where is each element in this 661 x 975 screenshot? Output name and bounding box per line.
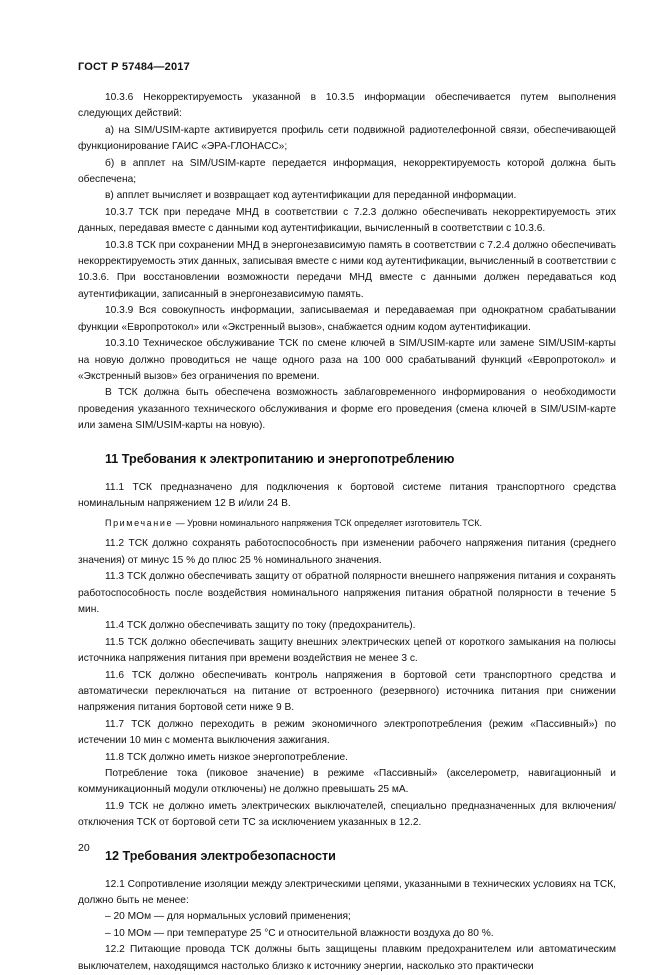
paragraph: В ТСК должна быть обеспечена возможность заблаговременного информирования о необходимости проведения указанного технического обслуживания и форме его проведения (смена ключей в SIM/USIM-карте или замена SIM/USIM-карты на новую). [78,387,616,432]
paragraph: 12.1 Сопротивление изоляции между электрическими цепями, указанными в технических условиях на ТСК, должно быть не менее: [78,878,616,907]
paragraph: 11.1 ТСК предназначено для подключения к бортовой системе питания транспортного средства номинальным напряжением 12 В и/или 24 В. [78,481,616,509]
document-body [78,90,616,975]
paragraph: 10.3.6 Некорректируемость указанной в 10.3.5 информации обеспечивается путем выполнения следующих действий: [78,92,616,120]
list-item: – 20 МОм — для нормальных условий применения; [105,911,351,923]
note-label: Примечание [105,518,174,529]
paragraph: 10.3.10 Техническое обслуживание ТСК по смене ключей в SIM/USIM-карте или замене SIM/USIM-карты на новую должно проводиться не чаще одного раза на 100 000 срабатываний функций «Европротокол» и «Экстренный вызов» без ограничения по времени. [78,338,616,382]
paragraph: 11.8 ТСК должно иметь низкое энергопотребление. [105,751,349,763]
paragraph: Потребление тока (пиковое значение) в режиме «Пассивный» (акселерометр, навигационный и коммуникационный модули отключены) не должно превышать 25 мА. [78,768,616,796]
paragraph: 11.4 ТСК должно обеспечивать защиту по току (предохранитель). [105,620,416,632]
note [78,515,616,531]
paragraph: 11.7 ТСК должно переходить в режим экономичного электропотребления (режим «Пассивный») по истечении 10 мин с момента выключения зажигания. [78,718,616,747]
paragraph: 11.3 ТСК должно обеспечивать защиту от обратной полярности внешнего напряжения питания и сохранять работоспособность после воздействия номинального напряжения питания обратной полярности в течение 5 мин. [78,571,616,615]
note-text: — Уровни номинального напряжения ТСК определяет изготовитель ТСК. [173,518,483,529]
list-item: – 10 МОм — при температуре 25 °С и относительной влажности воздуха до 80 %. [105,927,494,939]
paragraph: 11.9 ТСК не должно иметь электрических выключателей, специально предназначенных для включения/отключения ТСК от бортовой сети ТС за исключением указанных в 12.2. [78,800,616,829]
paragraph: 11.5 ТСК должно обеспечивать защиту внешних электрических цепей от короткого замыкания на полюсы источника напряжения питания при времени воздействия не менее 3 с. [78,636,616,665]
document-header: ГОСТ Р 57484—2017 [78,61,190,73]
paragraph: б) в апплет на SIM/USIM-карте передается информация, некорректируемость которой должна быть обеспечена; [78,157,616,186]
paragraph: 10.3.8 ТСК при сохранении МНД в энергонезависимую память в соответствии с 7.2.4 должно обеспечивать некорректируемость этих данных, записывая вместе с ними код аутентификации, вычисленный в соответствии с 10.3.6. При восстановлении возможности передачи МНД вместе с данными должен передаваться код аутентификации, записанный в энергонезависимую память. [78,239,616,300]
paragraph: 11.6 ТСК должно обеспечивать контроль напряжения в бортовой сети транспортного средства и автоматически переключаться на питание от встроенного (резервного) источника питания при снижении напряжения питания бортовой сети ниже 9 В. [78,669,616,714]
paragraph: 11.2 ТСК должно сохранять работоспособность при изменении рабочего напряжения питания (среднего значения) от минус 15 % до плюс 25 % номинального значения. [78,538,616,566]
section-heading: 11 Требования к электропитанию и энергопотреблению [105,451,455,466]
paragraph: в) апплет вычисляет и возвращает код аутентификации для переданной информации. [105,190,517,202]
paragraph: 10.3.9 Вся совокупность информации, записываемая и передаваемая при однократном срабатывании функции «Европротокол» или «Экстренный вызов», снабжается одним кодом аутентификации. [78,305,616,333]
paragraph: 12.2 Питающие провода ТСК должны быть защищены плавким предохранителем или автоматическим выключателем, находящимся настолько близко к источнику энергии, насколько это практически [78,944,616,972]
paragraph: 10.3.7 ТСК при передаче МНД в соответствии с 7.2.3 должно обеспечивать некорректируемость этих данных, передавая вместе с данными код аутентификации, вычисленный в соответствии с 10.3.6. [78,206,616,235]
page-number: 20 [78,842,90,854]
paragraph: а) на SIM/USIM-карте активируется профиль сети подвижной радиотелефонной связи, обеспечивающей функционирование ГАИС «ЭРА-ГЛОНАСС»; [78,124,616,153]
section-heading: 12 Требования электробезопасности [105,848,336,863]
